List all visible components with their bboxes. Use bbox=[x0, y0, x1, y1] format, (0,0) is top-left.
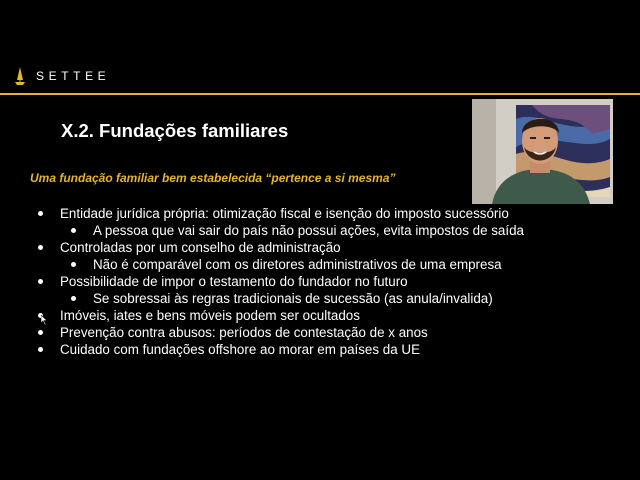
bullet-dot bbox=[71, 296, 76, 301]
sub-bullet-text: Se sobressai às regras tradicionais de sucessão (as anula/invalida) bbox=[93, 291, 493, 306]
bullet-text: Prevenção contra abusos: períodos de contestação de x anos bbox=[60, 325, 428, 340]
sub-bullet-item bbox=[0, 290, 600, 307]
bullet-dot bbox=[38, 330, 43, 335]
bullet-item bbox=[0, 324, 600, 341]
bullet-dot bbox=[38, 279, 43, 284]
bullet-text: Imóveis, iates e bens móveis podem ser ocultados bbox=[60, 308, 360, 323]
bullet-dot bbox=[71, 228, 76, 233]
bullet-text: Entidade jurídica própria: otimização fiscal e isenção do imposto sucessório bbox=[60, 206, 509, 221]
brand-logo bbox=[14, 66, 110, 86]
sailboat-icon bbox=[14, 66, 26, 86]
sub-bullet-text: Não é comparável com os diretores administrativos de uma empresa bbox=[93, 257, 502, 272]
sub-bullet-item bbox=[0, 256, 600, 273]
bullet-dot bbox=[38, 245, 43, 250]
bullet-item bbox=[0, 273, 600, 290]
slide-title: X.2. Fundações familiares bbox=[61, 120, 289, 141]
bullet-dot bbox=[38, 347, 43, 352]
mouse-cursor-icon bbox=[41, 315, 49, 325]
presenter-video-icon bbox=[472, 99, 613, 204]
bullet-dot bbox=[71, 262, 76, 267]
sub-bullet-item bbox=[0, 222, 600, 239]
bullet-item bbox=[0, 307, 600, 324]
bullet-text: Possibilidade de impor o testamento do fundador no futuro bbox=[60, 274, 408, 289]
bullet-item bbox=[0, 341, 600, 358]
bullet-item bbox=[0, 205, 600, 222]
bullet-list bbox=[0, 205, 600, 358]
bullet-item bbox=[0, 239, 600, 256]
bullet-text: Cuidado com fundações offshore ao morar em países da UE bbox=[60, 342, 421, 357]
header-divider bbox=[0, 93, 640, 95]
bullet-dot bbox=[38, 211, 43, 216]
presenter-webcam bbox=[472, 99, 613, 204]
slide-quote: Uma fundação familiar bem estabelecida “pertence a si mesma” bbox=[30, 171, 396, 185]
brand-name: SETTEE bbox=[36, 69, 111, 83]
sub-bullet-text: A pessoa que vai sair do país não possui ações, evita impostos de saída bbox=[93, 223, 524, 238]
bullet-text: Controladas por um conselho de administração bbox=[60, 240, 341, 255]
